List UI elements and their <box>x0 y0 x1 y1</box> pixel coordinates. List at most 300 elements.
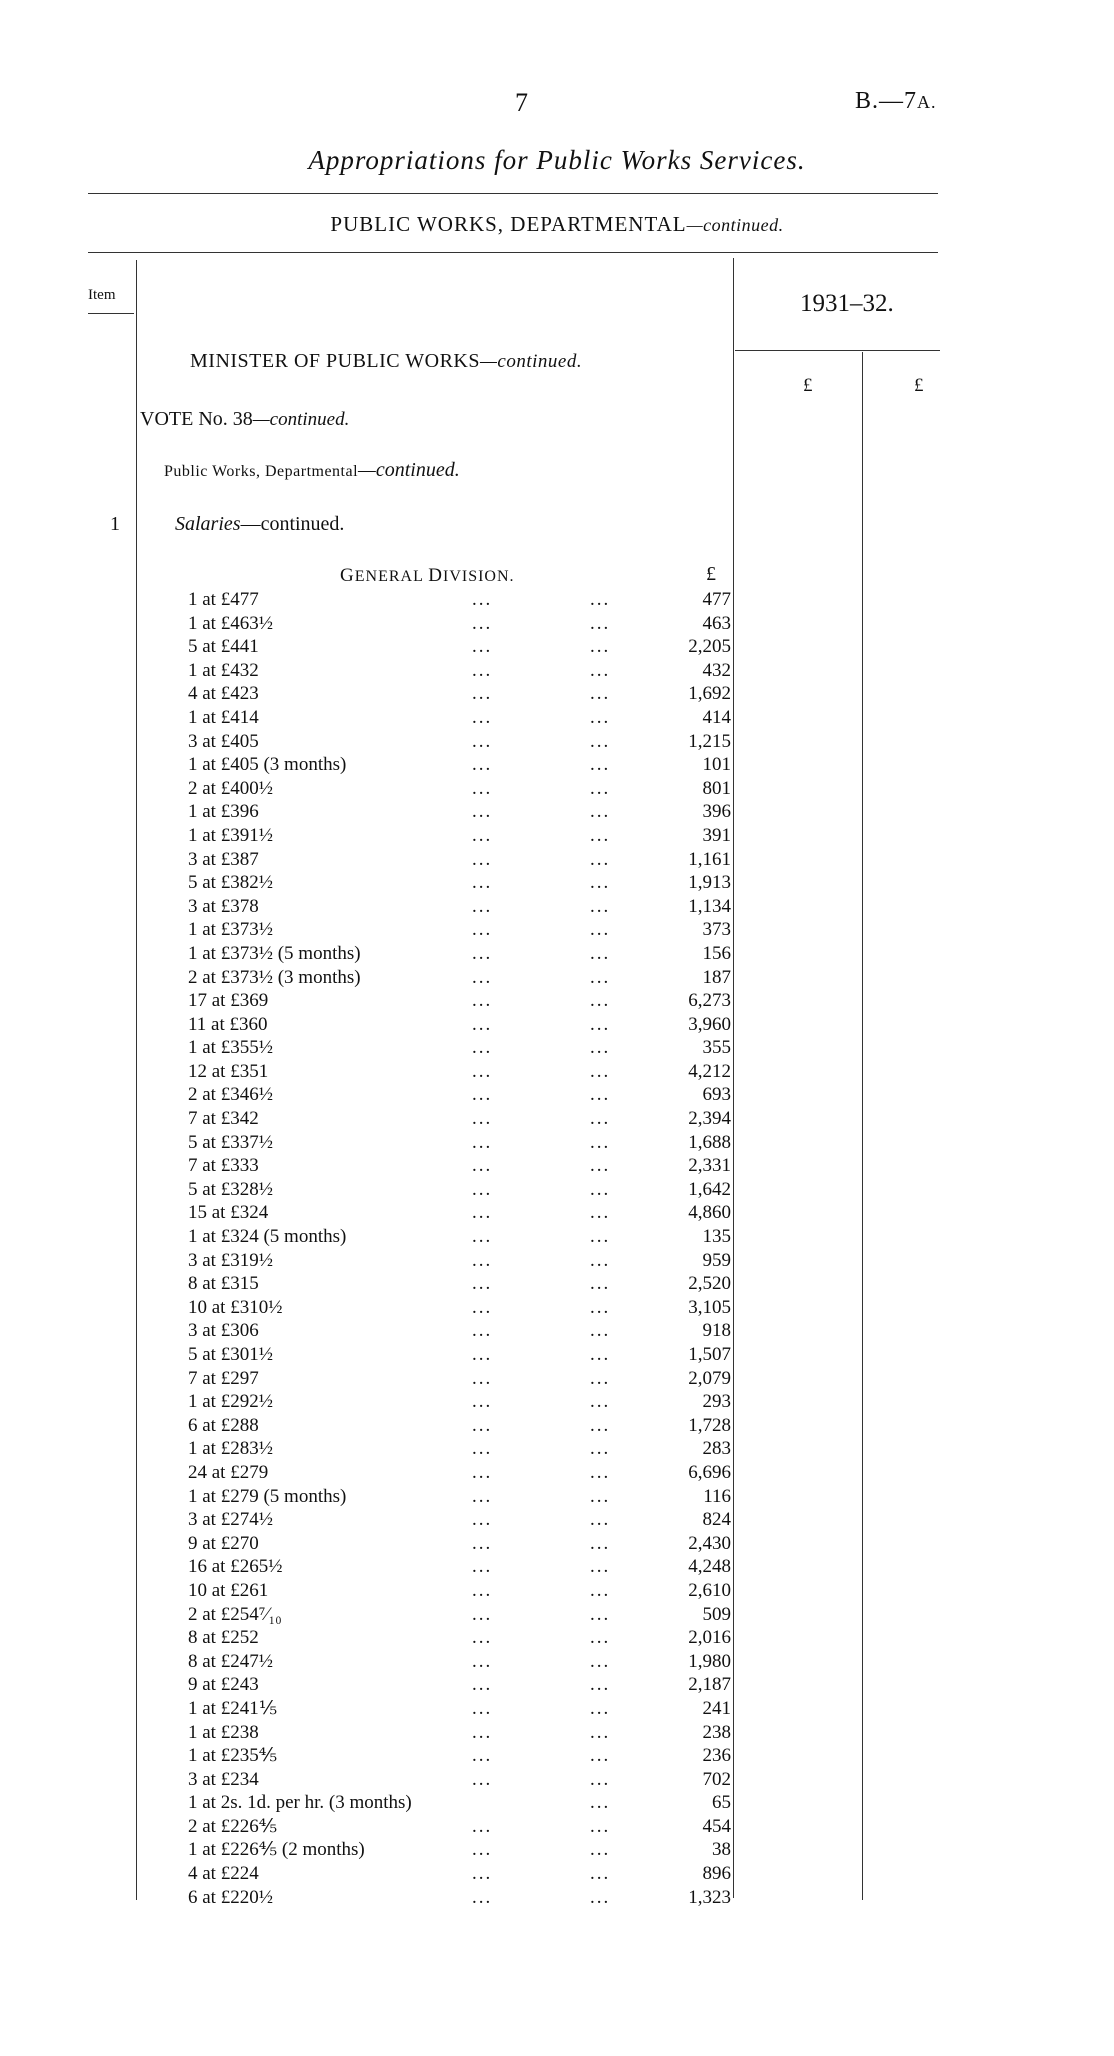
row-label: 3 at £378 <box>188 895 259 917</box>
table-row <box>0 1107 1114 1131</box>
table-row <box>0 1437 1114 1461</box>
leader-dots: ... <box>590 1461 611 1483</box>
table-row <box>0 1060 1114 1084</box>
leader-dots: ... <box>472 1037 493 1059</box>
leader-dots: ... <box>590 1013 611 1035</box>
row-amount: 4,212 <box>688 1060 731 1082</box>
table-row <box>0 848 1114 872</box>
row-label: 5 at £328½ <box>188 1178 273 1200</box>
table-row <box>0 1555 1114 1579</box>
leader-dots: ... <box>472 1367 493 1389</box>
row-amount: 187 <box>702 966 731 988</box>
row-amount: 4,248 <box>688 1556 731 1578</box>
leader-dots: ... <box>590 1108 611 1130</box>
leader-dots: ... <box>472 895 493 917</box>
leader-dots: ... <box>590 1037 611 1059</box>
leader-dots: ... <box>590 659 611 681</box>
table-row <box>0 989 1114 1013</box>
pound-unit-b: £ <box>914 375 924 396</box>
leader-dots: ... <box>590 1084 611 1106</box>
row-label: 9 at £270 <box>188 1532 259 1554</box>
row-label: 3 at £234 <box>188 1768 259 1790</box>
row-label: 16 at £265½ <box>188 1556 283 1578</box>
table-row <box>0 1225 1114 1249</box>
leader-dots: ... <box>472 1863 493 1885</box>
leader-dots: ... <box>590 1556 611 1578</box>
row-amount: 414 <box>702 706 731 728</box>
leader-dots: ... <box>590 706 611 728</box>
salaries-heading <box>175 513 344 536</box>
table-row <box>0 1390 1114 1414</box>
row-label: 6 at £220½ <box>188 1886 273 1908</box>
row-label: 1 at £292½ <box>188 1391 273 1413</box>
row-label: 7 at £342 <box>188 1108 259 1130</box>
table-row <box>0 824 1114 848</box>
leader-dots: ... <box>590 1320 611 1342</box>
leader-dots: ... <box>472 1556 493 1578</box>
table-row <box>0 706 1114 730</box>
table-row <box>0 1603 1114 1627</box>
row-amount: 2,394 <box>688 1108 731 1130</box>
row-label: 1 at £235⅘ <box>188 1745 278 1767</box>
leader-dots: ... <box>590 801 611 823</box>
subtitle-continued: —continued. <box>686 215 784 235</box>
leader-dots: ... <box>590 1155 611 1177</box>
table-row <box>0 918 1114 942</box>
leader-dots: ... <box>472 1815 493 1837</box>
row-label: 15 at £324 <box>188 1202 269 1224</box>
row-label: 3 at £319½ <box>188 1249 273 1271</box>
row-label: 5 at £301½ <box>188 1344 273 1365</box>
row-label: 4 at £423 <box>188 683 259 705</box>
leader-dots: ... <box>590 824 611 846</box>
leader-dots: ... <box>472 1273 493 1295</box>
row-amount: 156 <box>702 942 731 964</box>
leader-dots: ... <box>590 1745 611 1767</box>
leader-dots: ... <box>590 1768 611 1790</box>
row-amount: 1,323 <box>688 1886 731 1908</box>
row-label: 1 at £391½ <box>188 824 273 846</box>
leader-dots: ... <box>472 1249 493 1271</box>
leader-dots: ... <box>472 754 493 776</box>
rule-year-head <box>735 350 940 351</box>
leader-dots: ... <box>472 1320 493 1342</box>
leader-dots: ... <box>590 636 611 658</box>
leader-dots: ... <box>590 1202 611 1224</box>
doc-ref-suffix: A. <box>917 92 937 112</box>
pound-unit-a: £ <box>803 375 813 396</box>
department-heading <box>164 459 460 482</box>
leader-dots: ... <box>590 1414 611 1436</box>
row-amount: 135 <box>702 1226 731 1248</box>
leader-dots: ... <box>590 1060 611 1082</box>
leader-dots: ... <box>472 1391 493 1413</box>
vote-heading <box>140 408 349 431</box>
row-amount: 1,688 <box>688 1131 731 1153</box>
row-label: 5 at £382½ <box>188 872 273 894</box>
row-amount: 1,642 <box>688 1178 731 1200</box>
leader-dots: ... <box>590 730 611 752</box>
table-row <box>0 1768 1114 1792</box>
leader-dots: ... <box>590 1391 611 1413</box>
table-row <box>0 1178 1114 1202</box>
row-label: 1 at £238 <box>188 1721 259 1743</box>
leader-dots: ... <box>472 1202 493 1224</box>
row-amount: 293 <box>702 1391 731 1413</box>
leader-dots: ... <box>472 1108 493 1130</box>
leader-dots: ... <box>590 1650 611 1672</box>
row-label: 1 at £373½ (5 months) <box>188 942 361 964</box>
row-label: 2 at £373½ (3 months) <box>188 966 361 988</box>
row-label: 1 at £432 <box>188 659 259 681</box>
leader-dots: ... <box>590 966 611 988</box>
leader-dots: ... <box>472 1839 493 1861</box>
leader-dots: ... <box>472 1155 493 1177</box>
leader-dots: ... <box>472 1650 493 1672</box>
row-amount: 38 <box>712 1839 731 1861</box>
leader-dots: ... <box>472 1532 493 1554</box>
leader-dots: ... <box>590 1697 611 1719</box>
row-label: 1 at £414 <box>188 706 259 728</box>
leader-dots: ... <box>590 777 611 799</box>
row-label: 3 at £274½ <box>188 1509 273 1531</box>
leader-dots: ... <box>472 1627 493 1649</box>
leader-dots: ... <box>472 990 493 1012</box>
row-amount: 1,728 <box>688 1414 731 1436</box>
table-row <box>0 588 1114 612</box>
table-row <box>0 1697 1114 1721</box>
row-label: 2 at £254⁷⁄₁₀ <box>188 1603 282 1625</box>
table-row <box>0 1319 1114 1343</box>
amount-unit: £ <box>706 563 716 585</box>
row-label: 8 at £315 <box>188 1273 259 1295</box>
leader-dots: ... <box>590 589 611 610</box>
division-heading: GENERAL DIVISION. <box>340 565 515 586</box>
table-row <box>0 1036 1114 1060</box>
row-label: 2 at £346½ <box>188 1084 273 1106</box>
table-row <box>0 635 1114 659</box>
row-amount: 6,696 <box>688 1461 731 1483</box>
leader-dots: ... <box>590 1367 611 1389</box>
leader-dots: ... <box>472 1721 493 1743</box>
subtitle-main: PUBLIC WORKS, DEPARTMENTAL <box>330 212 687 236</box>
table-row <box>0 871 1114 895</box>
leader-dots: ... <box>472 1461 493 1483</box>
row-amount: 283 <box>702 1438 731 1460</box>
leader-dots: ... <box>472 942 493 964</box>
leader-dots: ... <box>472 1579 493 1601</box>
table-row <box>0 1461 1114 1485</box>
leader-dots: ... <box>472 1768 493 1790</box>
leader-dots: ... <box>590 1886 611 1908</box>
department-main: Public Works, Departmental <box>164 463 359 480</box>
row-amount: 702 <box>702 1768 731 1790</box>
row-label: 3 at £306 <box>188 1320 259 1342</box>
table-row <box>0 1532 1114 1556</box>
leader-dots: ... <box>472 730 493 752</box>
row-amount: 116 <box>703 1485 731 1507</box>
row-amount: 1,980 <box>688 1650 731 1672</box>
leader-dots: ... <box>590 1532 611 1554</box>
table-row <box>0 1485 1114 1509</box>
row-amount: 241 <box>702 1697 731 1719</box>
row-amount: 4,860 <box>688 1202 731 1224</box>
table-row <box>0 1650 1114 1674</box>
leader-dots: ... <box>590 872 611 894</box>
leader-dots: ... <box>590 1863 611 1885</box>
row-amount: 101 <box>702 754 731 776</box>
table-row <box>0 1201 1114 1225</box>
row-label: 11 at £360 <box>188 1013 268 1035</box>
row-amount: 3,105 <box>688 1296 731 1318</box>
salary-rows <box>0 588 1114 1909</box>
year-heading: 1931–32. <box>800 290 894 317</box>
table-row <box>0 1721 1114 1745</box>
leader-dots: ... <box>590 1839 611 1861</box>
table-row <box>0 1343 1114 1367</box>
row-amount: 2,331 <box>688 1155 731 1177</box>
row-amount: 959 <box>702 1249 731 1271</box>
table-row <box>0 1083 1114 1107</box>
leader-dots: ... <box>472 1745 493 1767</box>
rule-table-top <box>88 252 938 253</box>
leader-dots: ... <box>472 1226 493 1248</box>
leader-dots: ... <box>590 612 611 634</box>
row-label: 3 at £387 <box>188 848 259 870</box>
row-label: 24 at £279 <box>188 1461 269 1483</box>
table-row <box>0 1414 1114 1438</box>
leader-dots: ... <box>472 1414 493 1436</box>
leader-dots: ... <box>590 1815 611 1837</box>
row-amount: 2,610 <box>688 1579 731 1601</box>
table-row <box>0 1154 1114 1178</box>
leader-dots: ... <box>472 659 493 681</box>
leader-dots: ... <box>472 872 493 894</box>
salaries-main: Salaries <box>175 513 241 535</box>
leader-dots: ... <box>590 1509 611 1531</box>
item-number: 1 <box>110 513 120 535</box>
row-amount: 1,913 <box>688 872 731 894</box>
leader-dots: ... <box>472 1697 493 1719</box>
table-row <box>0 1886 1114 1910</box>
leader-dots: ... <box>472 966 493 988</box>
minister-continued: —continued. <box>480 351 583 372</box>
table-row <box>0 682 1114 706</box>
table-row <box>0 1249 1114 1273</box>
table-row <box>0 1744 1114 1768</box>
row-amount: 236 <box>702 1745 731 1767</box>
table-row <box>0 942 1114 966</box>
leader-dots: ... <box>472 777 493 799</box>
row-amount: 3,960 <box>688 1013 731 1035</box>
row-amount: 477 <box>702 589 731 610</box>
row-label: 2 at £226⅘ <box>188 1815 278 1837</box>
leader-dots: ... <box>472 636 493 658</box>
row-label: 1 at £324 (5 months) <box>188 1226 347 1248</box>
leader-dots: ... <box>472 706 493 728</box>
row-label: 7 at £333 <box>188 1155 259 1177</box>
row-amount: 65 <box>712 1792 731 1814</box>
leader-dots: ... <box>472 1674 493 1696</box>
row-amount: 463 <box>702 612 731 634</box>
table-row <box>0 1272 1114 1296</box>
leader-dots: ... <box>590 919 611 941</box>
leader-dots: ... <box>590 1344 611 1365</box>
table-row <box>0 612 1114 636</box>
leader-dots: ... <box>590 1178 611 1200</box>
row-label: 17 at £369 <box>188 990 269 1012</box>
leader-dots: ... <box>590 990 611 1012</box>
leader-dots: ... <box>590 683 611 705</box>
leader-dots: ... <box>472 1296 493 1318</box>
row-label: 1 at £279 (5 months) <box>188 1485 347 1507</box>
row-amount: 432 <box>702 659 731 681</box>
row-amount: 896 <box>702 1863 731 1885</box>
row-label: 1 at £396 <box>188 801 259 823</box>
row-amount: 2,187 <box>688 1674 731 1696</box>
leader-dots: ... <box>472 1886 493 1908</box>
rule-item-head <box>88 313 134 314</box>
row-amount: 373 <box>702 919 731 941</box>
leader-dots: ... <box>590 1249 611 1271</box>
leader-dots: ... <box>472 848 493 870</box>
leader-dots: ... <box>472 1178 493 1200</box>
row-label: 8 at £247½ <box>188 1650 273 1672</box>
table-row <box>0 1791 1114 1815</box>
vote-main: VOTE No. 38 <box>140 408 253 430</box>
row-label: 6 at £288 <box>188 1414 259 1436</box>
page-title: Appropriations for Public Works Services. <box>308 145 806 175</box>
row-amount: 2,016 <box>688 1627 731 1649</box>
row-label: 1 at £283½ <box>188 1438 273 1460</box>
leader-dots: ... <box>472 1438 493 1460</box>
row-label: 1 at £477 <box>188 589 259 610</box>
row-amount: 2,079 <box>688 1367 731 1389</box>
row-amount: 1,215 <box>688 730 731 752</box>
leader-dots: ... <box>590 848 611 870</box>
leader-dots: ... <box>472 1485 493 1507</box>
vote-continued: —continued. <box>252 409 350 430</box>
row-amount: 1,507 <box>688 1344 731 1365</box>
row-label: 5 at £337½ <box>188 1131 273 1153</box>
document-reference <box>855 88 937 115</box>
leader-dots: ... <box>472 1509 493 1531</box>
row-label: 12 at £351 <box>188 1060 269 1082</box>
leader-dots: ... <box>590 1438 611 1460</box>
leader-dots: ... <box>590 1273 611 1295</box>
leader-dots: ... <box>590 754 611 776</box>
row-amount: 391 <box>702 824 731 846</box>
leader-dots: ... <box>472 612 493 634</box>
row-label: 4 at £224 <box>188 1863 259 1885</box>
leader-dots: ... <box>590 895 611 917</box>
leader-dots: ... <box>472 1060 493 1082</box>
leader-dots: ... <box>472 1344 493 1365</box>
row-amount: 1,692 <box>688 683 731 705</box>
item-column-heading: Item <box>88 287 116 303</box>
table-row <box>0 1367 1114 1391</box>
row-label: 1 at 2s. 1d. per hr. (3 months) <box>188 1792 412 1814</box>
row-amount: 6,273 <box>688 990 731 1012</box>
row-amount: 454 <box>702 1815 731 1837</box>
row-amount: 509 <box>702 1603 731 1625</box>
table-row <box>0 895 1114 919</box>
row-label: 9 at £243 <box>188 1674 259 1696</box>
row-amount: 396 <box>702 801 731 823</box>
row-label: 5 at £441 <box>188 636 259 658</box>
leader-dots: ... <box>472 1013 493 1035</box>
leader-dots: ... <box>590 1485 611 1507</box>
leader-dots: ... <box>590 1131 611 1153</box>
table-row <box>0 1296 1114 1320</box>
row-label: 10 at £310½ <box>188 1296 283 1318</box>
department-continued: —continued. <box>358 459 460 481</box>
leader-dots: ... <box>472 589 493 610</box>
table-row <box>0 1131 1114 1155</box>
minister-main: MINISTER OF PUBLIC WORKS <box>190 350 480 372</box>
table-row <box>0 1862 1114 1886</box>
row-amount: 2,430 <box>688 1532 731 1554</box>
table-row <box>0 753 1114 777</box>
table-row <box>0 1815 1114 1839</box>
leader-dots: ... <box>590 1579 611 1601</box>
leader-dots: ... <box>472 683 493 705</box>
row-amount: 238 <box>702 1721 731 1743</box>
row-amount: 2,520 <box>688 1273 731 1295</box>
row-label: 1 at £463½ <box>188 612 273 634</box>
leader-dots: ... <box>590 1721 611 1743</box>
leader-dots: ... <box>590 1226 611 1248</box>
row-label: 7 at £297 <box>188 1367 259 1389</box>
row-label: 8 at £252 <box>188 1627 259 1649</box>
rule-top <box>88 193 938 194</box>
leader-dots: ... <box>590 1674 611 1696</box>
table-row <box>0 1673 1114 1697</box>
table-row <box>0 966 1114 990</box>
leader-dots: ... <box>590 1627 611 1649</box>
table-row <box>0 1579 1114 1603</box>
row-label: 2 at £400½ <box>188 777 273 799</box>
table-row <box>0 777 1114 801</box>
page-subtitle <box>0 212 1114 237</box>
table-row <box>0 1013 1114 1037</box>
leader-dots: ... <box>590 1792 611 1814</box>
row-label: 10 at £261 <box>188 1579 269 1601</box>
row-amount: 2,205 <box>688 636 731 658</box>
row-amount: 693 <box>702 1084 731 1106</box>
table-row <box>0 1838 1114 1862</box>
row-amount: 824 <box>702 1509 731 1531</box>
table-row <box>0 730 1114 754</box>
leader-dots: ... <box>472 919 493 941</box>
row-amount: 1,134 <box>688 895 731 917</box>
row-label: 1 at £241⅕ <box>188 1697 278 1719</box>
table-row <box>0 800 1114 824</box>
leader-dots: ... <box>590 1296 611 1318</box>
row-amount: 1,161 <box>688 848 731 870</box>
page-number: 7 <box>515 88 528 117</box>
row-amount: 918 <box>702 1320 731 1342</box>
row-amount: 801 <box>702 777 731 799</box>
row-amount: 355 <box>702 1037 731 1059</box>
row-label: 1 at £405 (3 months) <box>188 754 347 776</box>
leader-dots: ... <box>472 1131 493 1153</box>
leader-dots: ... <box>472 801 493 823</box>
salaries-continued: —continued. <box>240 513 345 535</box>
leader-dots: ... <box>472 824 493 846</box>
doc-ref-main: B.—7 <box>855 88 918 114</box>
row-label: 1 at £373½ <box>188 919 273 941</box>
